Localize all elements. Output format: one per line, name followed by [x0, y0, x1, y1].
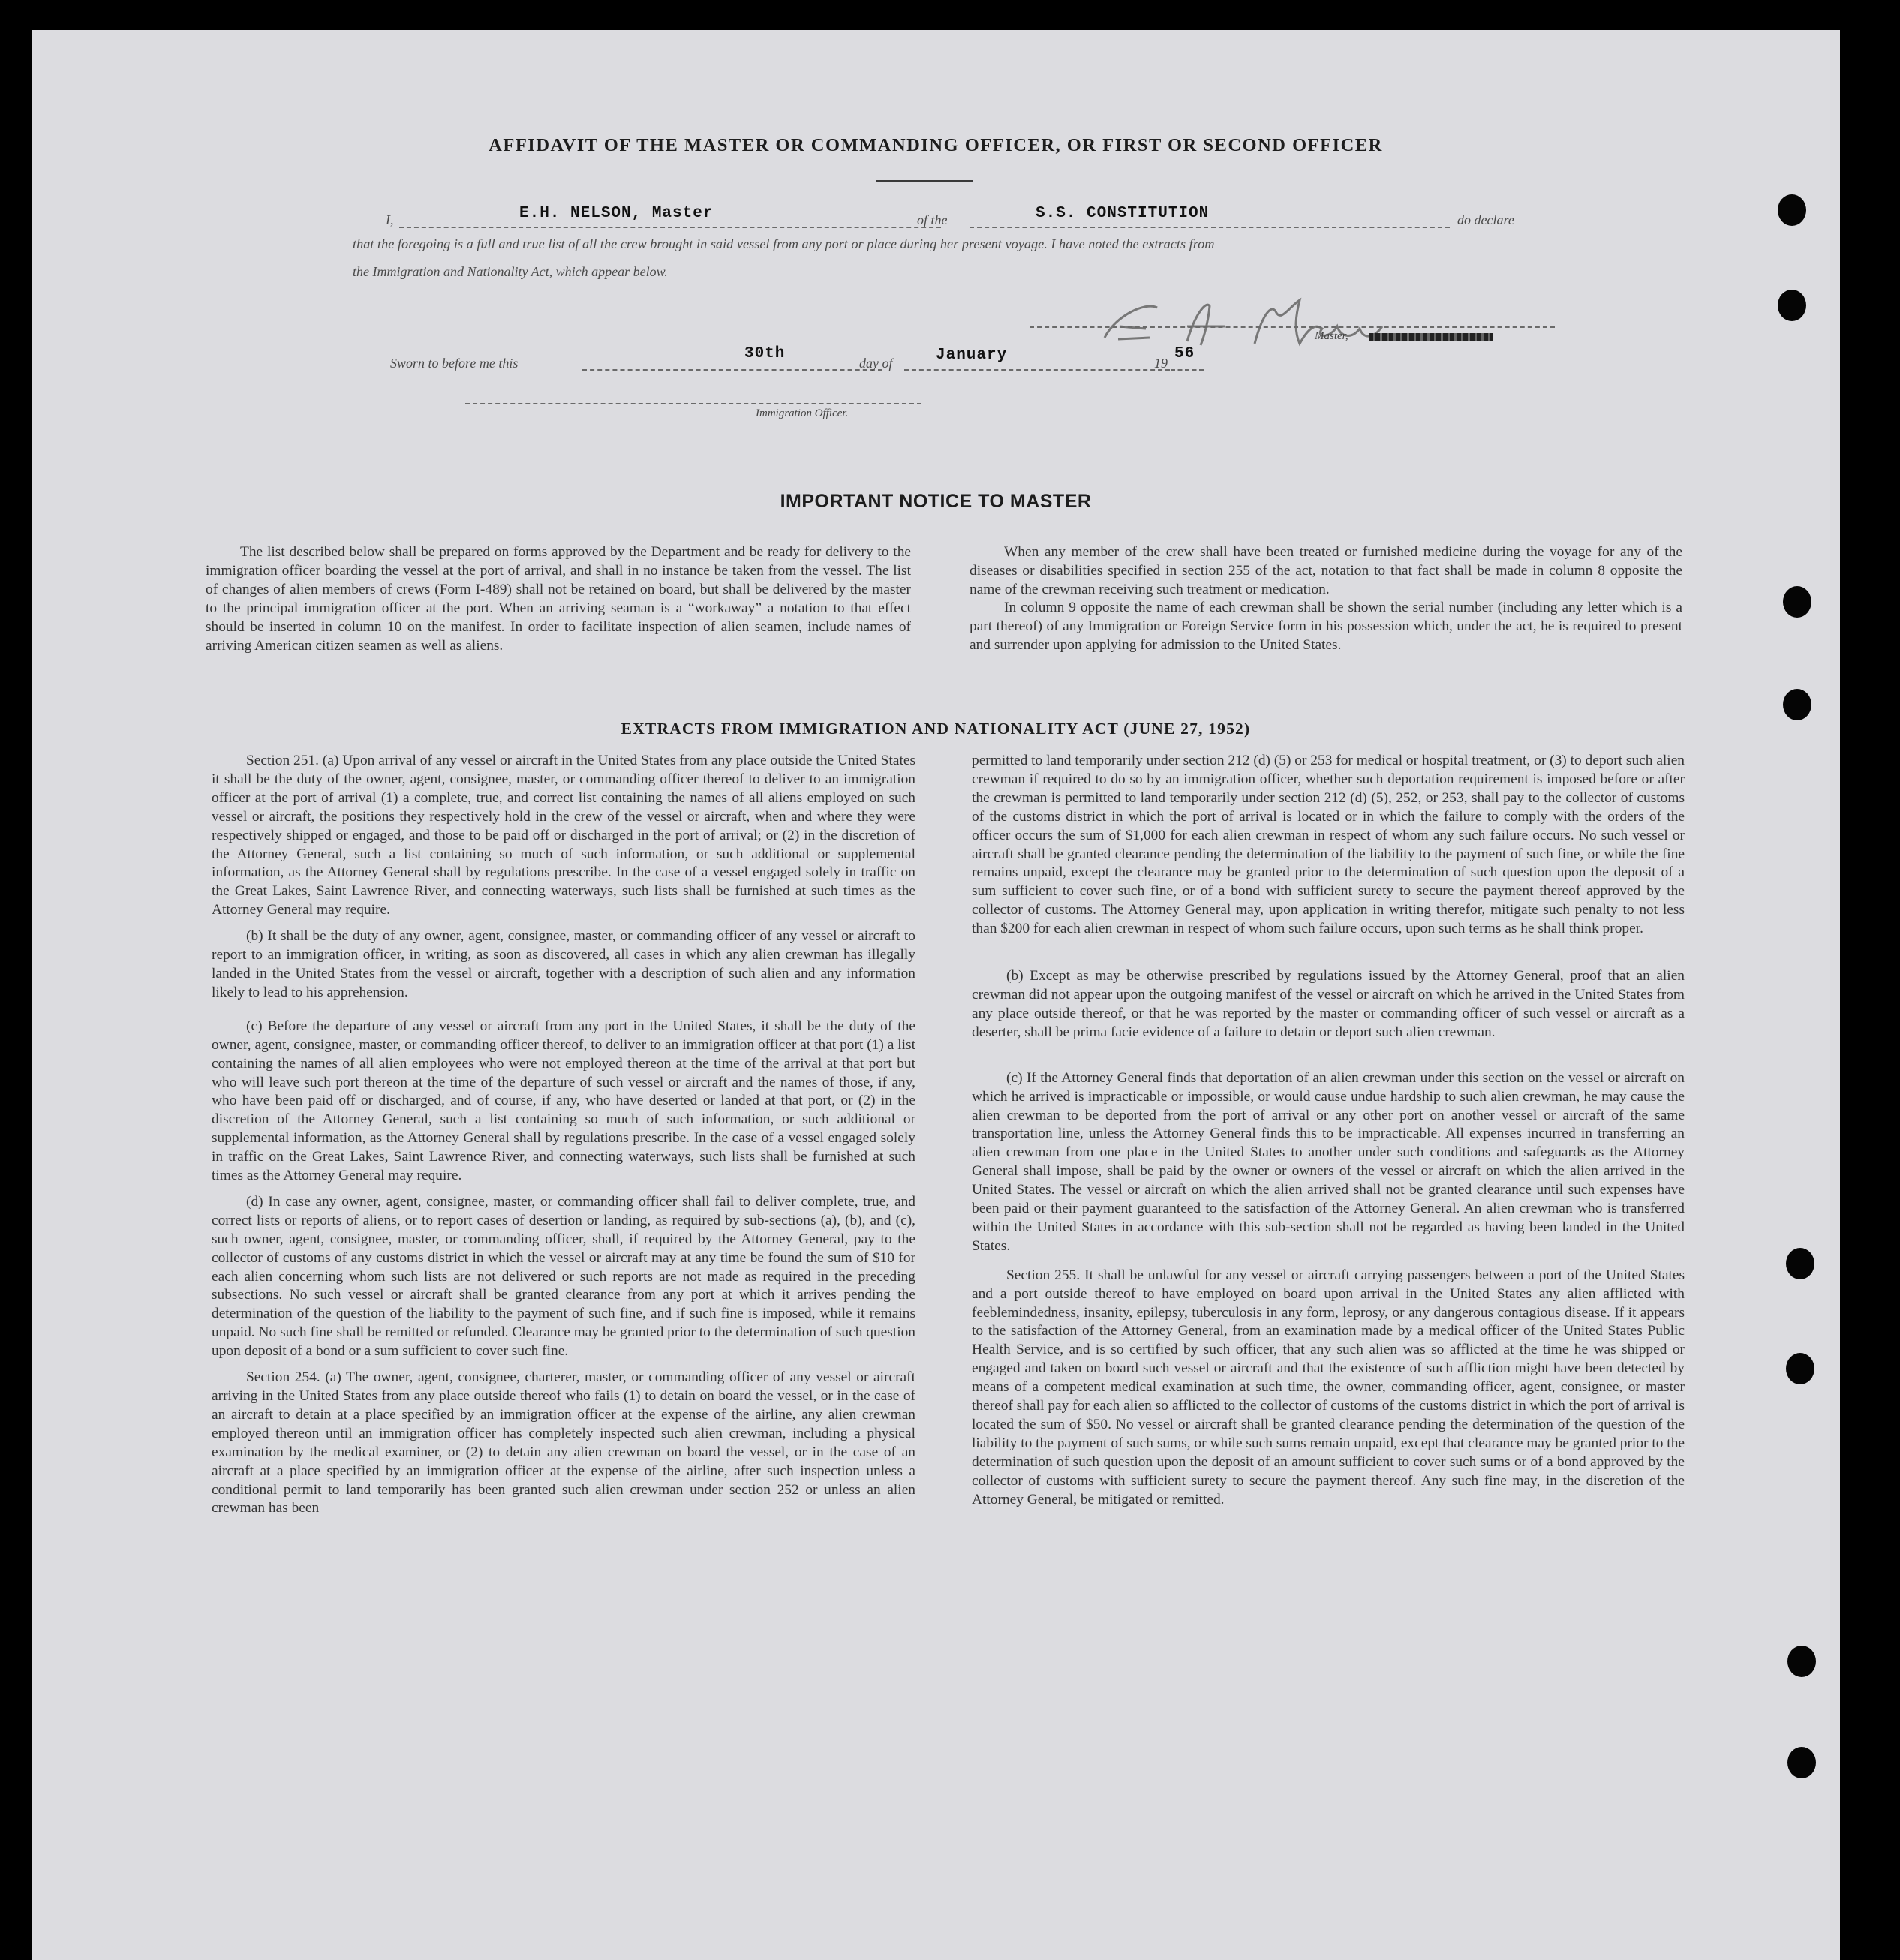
section-254a: Section 254. (a) The owner, agent, consignee, charterer, master, or commanding officer of any vessel or aircraft arriving in the United States from any place outside thereof who fails (1) to detain on board the vessel, or in the case of an aircraft to detain at a place specified by an immigration officer at the expense of the airline, any alien crewman employed thereon until an immigration officer has completely inspected such alien crewman, including a physical examination by the medical examiner, or (2) to detain any alien crewman on board the vessel, or in the case of an aircraft at a place specified by an immigration officer at the expense of the airline, after such inspection unless a conditional permit to land temporarily has been granted such alien crewman under section 252 or unless an alien crewman has been: [212, 1369, 915, 1517]
master-caption: Master,: [1315, 330, 1348, 342]
punch-hole: [1786, 1353, 1814, 1384]
notice-left: [206, 543, 911, 664]
punch-hole: [1786, 1248, 1814, 1279]
punch-hole: [1783, 586, 1811, 618]
extracts-right-column: [972, 752, 1685, 1519]
title-divider: [876, 180, 973, 182]
do-declare-label: do declare: [1457, 212, 1514, 227]
section-251d: (d) In case any owner, agent, consignee, master, or commanding officer shall fail to deliver complete, true, and correct lists or reports of aliens, or to report cases of desertion or landing, as required by sub-sections (a), (b), and (c), such owner, agent, consignee, master, or commanding officer, shall, if required by the Attorney General, pay to the collector of customs of any customs district in which the vessel or aircraft may at any time be found the sum of $10 for each alien concerning whom such lists are not delivered or such reports are not made as required in the preceding subsections. No such vessel or aircraft shall be granted clearance from any port at which it arrives pending the determination of the question of the liability to the payment of such fine, and if such fine is imposed, while it remains unpaid. No such fine shall be remitted or refunded. Clearance may be granted prior to the determination of such question upon deposit of a bond or a sum sufficient to cover such fine.: [212, 1193, 915, 1360]
master-signature: [1075, 285, 1405, 353]
document-page: [32, 30, 1840, 1960]
officer-caption: Immigration Officer.: [756, 407, 849, 419]
vessel-line: [970, 227, 1450, 228]
notice-right-paragraph-1: When any member of the crew shall have been treated or furnished medicine during the voyage for any of the diseases or disabilities specified in section 255 of the act, notation to that fact shall be made in column 8 opposite the name of the crewman receiving such treatment or medication.: [970, 544, 1682, 597]
affidavit-title: AFFIDAVIT OF THE MASTER OR COMMANDING OFFICER, OR FIRST OR SECOND OFFICER: [489, 135, 1383, 155]
declarant-name: E.H. NELSON, Master: [519, 205, 714, 222]
officer-line: [465, 403, 921, 404]
notice-right: [970, 543, 1682, 664]
declarant-line: [399, 227, 941, 228]
section-254a-continued: permitted to land temporarily under section 212 (d) (5) or 253 for medical or hospital treatment, or (3) to deport such alien crewman if required to do so by an immigration officer, whether such deportation requirement is imposed before or after the crewman is permitted to land temporarily under section 212 (d) (5), 252, or 253, shall pay to the collector of customs of the customs district in which the port of arrival is located or in which the failure to comply with the orders of the officer occurs the sum of $1,000 for each alien crewman in respect of whom any such failure occurs. No such vessel or aircraft shall be granted clearance pending the determination of the liability to the payment of such fine, or while the fine remains unpaid, except the clearance may be granted prior to the determination of such question upon the deposit of a sum sufficient to cover such fine, or of a bond with sufficient surety to secure the payment thereof approved by the collector of customs. The Attorney General may, upon application in writing therefor, mitigate such penalty to not less than $200 for each alien crewman in respect of whom such failure occurs, upon such terms as he shall think proper.: [972, 753, 1685, 937]
punch-hole: [1787, 1747, 1816, 1778]
notice-left-paragraph: The list described below shall be prepared on forms approved by the Department and be ready for delivery to the immigration officer boarding the vessel at the port of arrival, and shall in no instance be taken from the vessel. The list of changes of alien members of crews (Form I-489) shall not be retained on board, but shall be delivered by the master to the principal immigration officer at the port. When an arriving seaman is a “workaway” a notation to that effect should be inserted in column 10 on the manifest. In order to facilitate inspection of alien seamen, include names of arriving American citizen seamen as well as aliens.: [206, 544, 911, 654]
punch-hole: [1787, 1646, 1816, 1677]
declaration-line-1: that the foregoing is a full and true list of all the crew brought in said vessel from any port or place during her present voyage. I have noted the extracts from: [353, 236, 1215, 251]
section-251c: (c) Before the departure of any vessel or aircraft from any port in the United States, it shall be the duty of the owner, agent, consignee, master, or commanding officer thereof, to deliver to an immigration officer at that port (1) a list containing the names of all alien employees who were not employed thereon at the time of the arrival at that port but who will leave such port thereon at the time of the departure of such vessel or aircraft and the names of those, if any, who have been paid off or discharged, and of course, if any, who have deserted or landed at that port, or (2) in the discretion of the Attorney General, such a list containing so much of such information, or such additional or supplemental information, as the Attorney General shall by regulations prescribe. In the case of a vessel engaged solely in traffic on the Great Lakes, Saint Lawrence River, and connecting waterways, such lists shall be furnished at such times as the Attorney General may require.: [212, 1018, 915, 1184]
sworn-month-line: [904, 369, 1170, 371]
year-prefix: 19: [1154, 356, 1168, 371]
section-254b: (b) Except as may be otherwise prescribed by regulations issued by the Attorney General, proof that an alien crewman did not appear upon the outgoing manifest of the vessel or aircraft on which he arrived in the United States from any place outside thereof, or that he was reported by the master or commanding officer of such vessel or aircraft as a deserter, shall be prima facie evidence of a failure to detain or deport such alien crewman.: [972, 968, 1685, 1040]
year-suffix: 56: [1174, 345, 1195, 362]
punch-hole: [1778, 194, 1806, 226]
sworn-day: 30th: [744, 345, 786, 362]
day-of-label: day of: [859, 356, 893, 371]
notice-right-paragraph-2: In column 9 opposite the name of each crewman shall be shown the serial number (including any letter which is a part thereof) of any Immigration or Foreign Service form in his possession which, under the act, he is required to present and surrender upon applying for admission to the United States.: [970, 600, 1682, 653]
vessel-name: S.S. CONSTITUTION: [1036, 205, 1210, 222]
section-251a: Section 251. (a) Upon arrival of any vessel or aircraft in the United States from any place outside the United States it shall be the duty of the owner, agent, consignee, master, or commanding officer thereof to deliver to an immigration officer at the port of arrival (1) a complete, true, and correct list containing the names of all aliens employed on such vessel or aircraft, the positions they respectively hold in the crew of the vessel or aircraft, when and where they were respectively shipped or engaged, and those to be paid off or discharged in the port of arrival; or (2) in the discretion of the Attorney General, such a list containing so much of such information, or such additional or supplemental information, as the Attorney General shall by regulations prescribe. In the case of a vessel engaged solely in traffic on the Great Lakes, Saint Lawrence River, and connecting waterways, such lists shall be furnished at such times as the Attorney General may require.: [212, 753, 915, 918]
punch-hole: [1778, 290, 1806, 321]
punch-hole: [1783, 689, 1811, 720]
section-251b: (b) It shall be the duty of any owner, agent, consignee, master, or commanding officer of any vessel or aircraft to report to an immigration officer, in writing, as soon as discovered, all cases in which any alien crewman has illegally landed in the United States from the vessel or aircraft, together with a description of such alien and any information likely to lead to his apprehension.: [212, 928, 915, 1000]
extracts-left-column: [212, 752, 915, 1527]
of-the-label: of the: [917, 212, 948, 227]
struck-caption: [1369, 333, 1493, 341]
section-254c: (c) If the Attorney General finds that deportation of an alien crewman under this section on the vessel or aircraft on which he arrived is impracticable or impossible, or would cause undue hardship to such alien crewman, he may cause the alien crewman to be deported from the port of arrival or any other port on another vessel or aircraft of the same transportation line, unless the Attorney General finds this to be impracticable. All expenses incurred in transferring an alien crewman from one place in the United States to another under such conditions and safeguards as the Attorney General shall impose, shall be paid by the owner or owners of the vessel or aircraft on which the alien arrived in the United States. The vessel or aircraft on which the alien arrived shall not be granted clearance until such expenses have been paid or their payment guaranteed to the satisfaction of the Attorney General. An alien crewman who is transferred within the United States in accordance with this sub-section shall not be regarded as having been landed in the United States.: [972, 1069, 1685, 1254]
notice-title: IMPORTANT NOTICE TO MASTER: [780, 491, 1092, 512]
sworn-day-line: [582, 369, 882, 371]
signature-line: [1030, 326, 1555, 328]
extracts-title: EXTRACTS FROM IMMIGRATION AND NATIONALITY ACT (JUNE 27, 1952): [621, 720, 1251, 738]
sworn-prefix: Sworn to before me this: [390, 356, 519, 371]
section-255: Section 255. It shall be unlawful for any vessel or aircraft carrying passengers between a port of the United States and a port outside thereof to have employed on board upon arrival in the United States any alien afflicted with feeblemindedness, insanity, epilepsy, tuberculosis in any form, leprosy, or any dangerous contagious disease. If it appears to the satisfaction of the Attorney General, from an examination made by a medical officer of the United States Public Health Service, and is so certified by such officer, that any such alien was so afflicted at the time he was shipped or engaged and taken on board such vessel or aircraft and that the existence of such affliction might have been detected by means of a competent medical examination at such time, the owner, commanding officer, agent, consignee, or master thereof shall pay for each alien so afflicted to the collector of customs of the customs district in which the port of arrival is located the sum of $50. No vessel or aircraft shall be granted clearance pending the determination of the question of the liability to the payment of such sums, or while such sums remain unpaid, except that clearance may be granted prior to the determination of such question upon the deposit of an amount sufficient to cover such sums or of a bond approved by the collector of customs with sufficient surety to secure the payment thereof. Any such fine may, in the discretion of the Attorney General, be mitigated or remitted.: [972, 1267, 1685, 1508]
year-line: [1171, 369, 1204, 371]
declaration-line-2: the Immigration and Nationality Act, which appear below.: [353, 264, 668, 279]
i-prefix: I,: [386, 212, 394, 227]
sworn-month: January: [936, 347, 1008, 364]
